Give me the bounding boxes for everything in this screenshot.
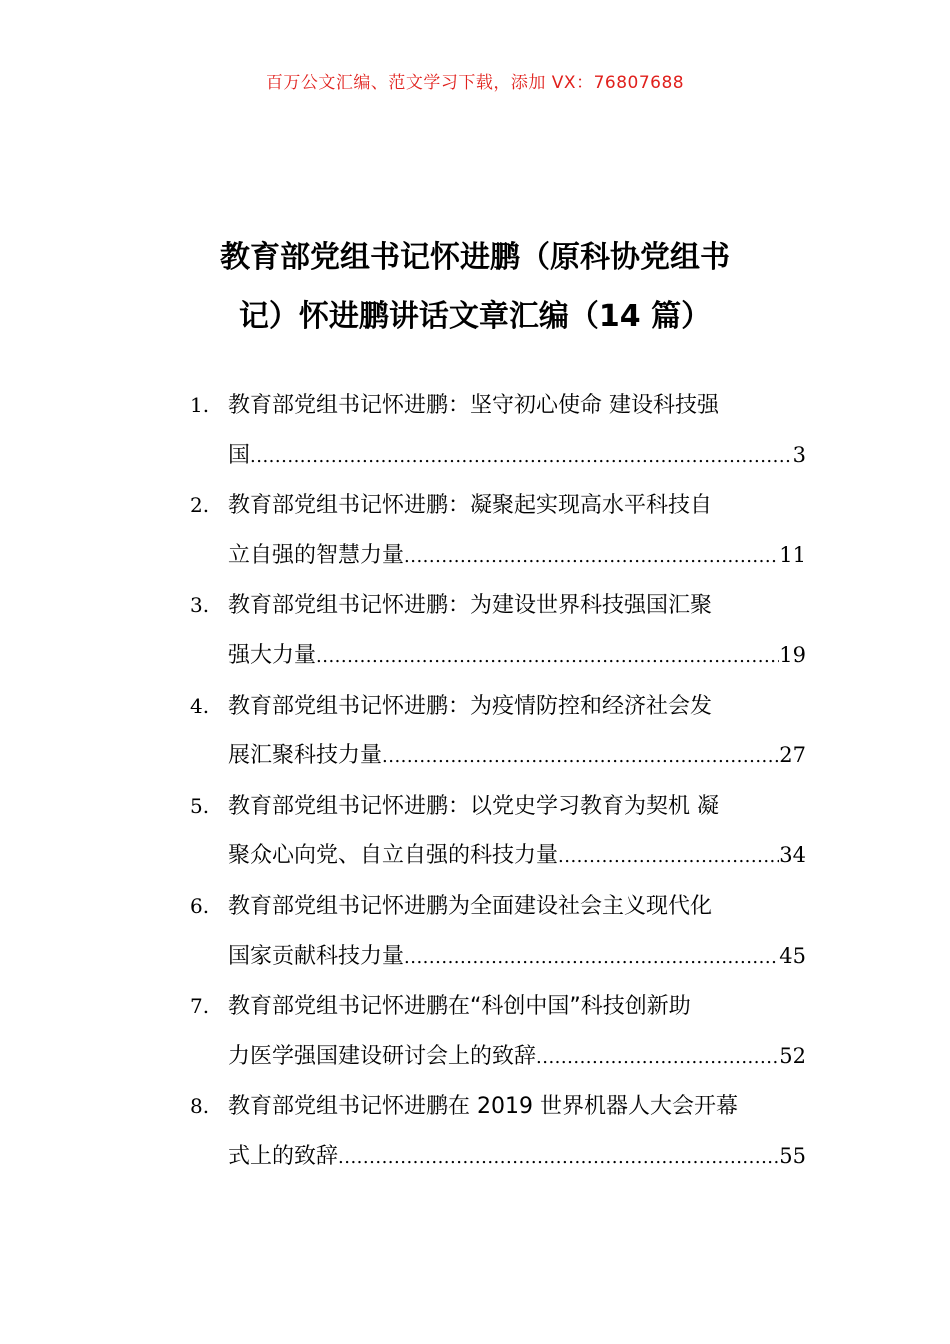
toc-entry-title-continued: 国 bbox=[228, 442, 251, 468]
dot-leader bbox=[382, 732, 779, 782]
toc-entry-title-line1: 教育部党组书记怀进鹏为全面建设社会主义现代化 bbox=[228, 893, 713, 919]
toc-page-number: 19 bbox=[779, 642, 806, 667]
dot-leader bbox=[338, 1133, 779, 1183]
toc-page-number: 3 bbox=[792, 442, 806, 467]
toc-entry-title-continued: 展汇聚科技力量 bbox=[228, 743, 383, 769]
toc-entry-number: 8. bbox=[190, 1094, 210, 1119]
dot-leader bbox=[404, 532, 779, 582]
toc-entry-title-line1: 教育部党组书记怀进鹏：为建设世界科技强国汇聚 bbox=[228, 593, 713, 619]
toc-entry-title-line1: 教育部党组书记怀进鹏在 2019 世界机器人大会开幕 bbox=[228, 1094, 738, 1120]
toc-page-number: 52 bbox=[779, 1043, 806, 1068]
toc-entry-2[interactable] bbox=[190, 481, 806, 581]
toc-entry-title-continued: 强大力量 bbox=[228, 642, 317, 668]
toc-entry-title-line1: 教育部党组书记怀进鹏在“科创中国”科技创新助 bbox=[228, 994, 691, 1020]
toc-entry-title-continued: 式上的致辞 bbox=[228, 1143, 339, 1169]
toc-entry-7[interactable] bbox=[190, 982, 806, 1082]
toc-page-number: 27 bbox=[779, 743, 806, 768]
toc-entry-3[interactable] bbox=[190, 581, 806, 681]
dot-leader bbox=[404, 933, 779, 983]
toc-entry-title-continued: 立自强的智慧力量 bbox=[228, 542, 405, 568]
toc-entry-title-line2 bbox=[228, 932, 806, 983]
toc-entry-1[interactable] bbox=[190, 381, 806, 481]
toc-entry-number: 3. bbox=[190, 593, 210, 618]
toc-entry-title-line2 bbox=[228, 1032, 806, 1083]
toc-entry-title-continued: 国家贡献科技力量 bbox=[228, 943, 405, 969]
table-of-contents bbox=[190, 381, 806, 1183]
toc-entry-4[interactable] bbox=[190, 682, 806, 782]
toc-entry-title-line2 bbox=[228, 731, 806, 782]
toc-page-number: 45 bbox=[779, 943, 806, 968]
title-line-2: 记）怀进鹏讲话文章汇编（14 篇） bbox=[238, 299, 712, 334]
toc-entry-number: 4. bbox=[190, 693, 210, 718]
title-line-1: 教育部党组书记怀进鹏（原科协党组书 bbox=[220, 240, 730, 275]
toc-entry-number: 7. bbox=[190, 994, 210, 1019]
header-watermark-note: 百万公文汇编、范文学习下载，添加 VX：76807688 bbox=[265, 73, 685, 93]
toc-entry-title-line2 bbox=[228, 531, 806, 582]
toc-entry-title-line2 bbox=[228, 831, 806, 882]
toc-page-number: 34 bbox=[779, 843, 806, 868]
toc-entry-number: 5. bbox=[190, 793, 210, 818]
toc-entry-title-line2 bbox=[228, 1132, 806, 1183]
toc-page-number: 11 bbox=[779, 542, 806, 567]
toc-entry-title-line1: 教育部党组书记怀进鹏：为疫情防控和经济社会发 bbox=[228, 693, 713, 719]
dot-leader bbox=[250, 432, 793, 482]
dot-leader bbox=[316, 632, 779, 682]
toc-entry-number: 1. bbox=[190, 393, 210, 417]
toc-entry-title-line2 bbox=[228, 431, 806, 482]
toc-entry-title-line1: 教育部党组书记怀进鹏：以党史学习教育为契机 凝 bbox=[228, 793, 719, 819]
toc-entry-5[interactable] bbox=[190, 782, 806, 882]
toc-entry-number: 6. bbox=[190, 893, 210, 918]
dot-leader bbox=[536, 1033, 779, 1083]
document-title bbox=[150, 228, 800, 346]
toc-entry-title-continued: 聚众心向党、自立自强的科技力量 bbox=[228, 843, 559, 869]
toc-entry-6[interactable] bbox=[190, 882, 806, 982]
toc-entry-title-line1: 教育部党组书记怀进鹏：坚守初心使命 建设科技强 bbox=[228, 393, 719, 418]
toc-entry-title-continued: 力医学强国建设研讨会上的致辞 bbox=[228, 1043, 537, 1069]
toc-entry-number: 2. bbox=[190, 493, 210, 518]
toc-entry-title-line2 bbox=[228, 631, 806, 682]
dot-leader bbox=[558, 832, 779, 882]
toc-entry-8[interactable] bbox=[190, 1082, 806, 1182]
toc-page-number: 55 bbox=[779, 1143, 806, 1168]
toc-entry-title-line1: 教育部党组书记怀进鹏：凝聚起实现高水平科技自 bbox=[228, 493, 713, 519]
